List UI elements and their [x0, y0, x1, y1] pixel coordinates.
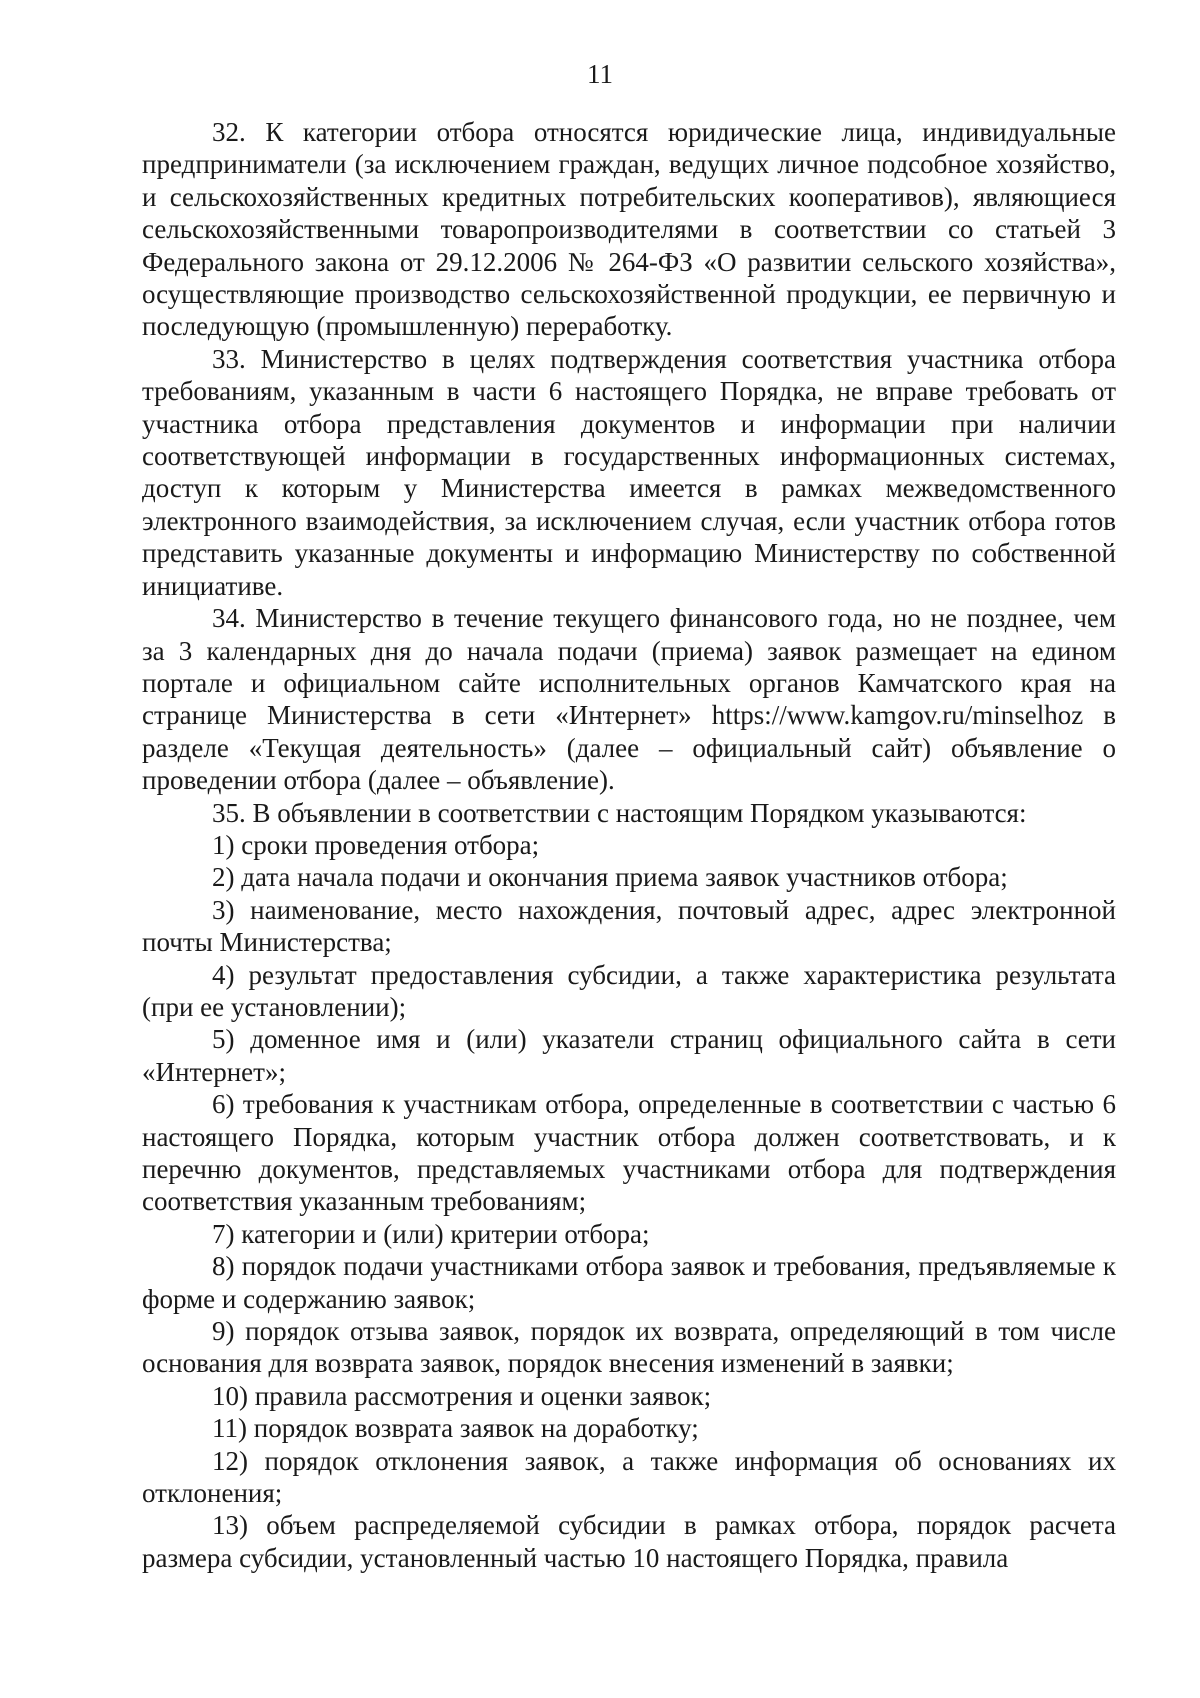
paragraph-35: 35. В объявлении в соответствии с настоящим Порядком указываются:	[212, 797, 1027, 828]
document-body	[142, 116, 1116, 1574]
list-item-9: 9) порядок отзыва заявок, порядок их возврата, определяющий в том числе основания для возврата заявок, порядок внесения изменений в заявки;	[142, 1316, 1116, 1379]
list-item-11: 11) порядок возврата заявок на доработку;	[212, 1413, 699, 1444]
list-item-5: 5) доменное имя и (или) указатели страниц официального сайта в сети «Интернет»;	[142, 1024, 1116, 1087]
list-item-1: 1) сроки проведения отбора;	[212, 829, 540, 860]
list-item-8: 8) порядок подачи участниками отбора заявок и требования, предъявляемые к форме и содержанию заявок;	[142, 1251, 1116, 1314]
list-item-3: 3) наименование, место нахождения, почтовый адрес, адрес электронной почты Министерства;	[142, 894, 1116, 958]
list-item-7: 7) категории и (или) критерии отбора;	[212, 1218, 650, 1249]
page-number: 11	[587, 59, 613, 89]
list-item-13: 13) объем распределяемой субсидии в рамках отбора, порядок расчета размера субсидии, установленный частью 10 настоящего Порядка, правила	[142, 1510, 1116, 1573]
paragraph-32: 32. К категории отбора относятся юридические лица, индивидуальные предприниматели (за исключением граждан, ведущих личное подсобное хозяйство, и сельскохозяйственных кредитных потребительских кооперативов), являющиеся сельскохозяйственными товаропроизводителями в соответствии со статьей 3 Федерального закона от 29.12.2006 № 264-ФЗ «О развитии сельского хозяйства», осуществляющие производство сельскохозяйственной продукции, ее первичную и последующую (промышленную) переработку.	[142, 117, 1116, 342]
list-item-10: 10) правила рассмотрения и оценки заявок;	[212, 1380, 712, 1411]
list-item-2: 2) дата начала подачи и окончания приема заявок участников отбора;	[212, 862, 1008, 893]
list-item-12: 12) порядок отклонения заявок, а также информация об основаниях их отклонения;	[142, 1445, 1116, 1509]
list-item-6: 6) требования к участникам отбора, определенные в соответствии с частью 6 настоящего Порядка, которым участник отбора должен соответствовать, и к перечню документов, представляемых участниками отбора для подтверждения соответствия указанным требованиям;	[142, 1089, 1116, 1217]
paragraph-34: 34. Министерство в течение текущего финансового года, но не позднее, чем за 3 календарных дня до начала подачи (приема) заявок размещает на едином портале и официальном сайте исполнительных органов Камчатского края на странице Министерства в сети «Интернет» https://www.kamgov.ru/minselhoz в разделе «Текущая деятельность» (далее – официальный сайт) объявление о проведении отбора (далее – объявление).	[142, 603, 1116, 796]
paragraph-33: 33. Министерство в целях подтверждения соответствия участника отбора требованиям, указанным в части 6 настоящего Порядка, не вправе требовать от участника отбора представления документов и информации при наличии соответствующей информации в государственных информационных системах, доступ к которым у Министерства имеется в рамках межведомственного электронного взаимодействия, за исключением случая, если участник отбора готов представить указанные документы и информацию Министерству по собственной инициативе.	[142, 343, 1116, 601]
list-item-4: 4) результат предоставления субсидии, а также характеристика результата (при ее установлении);	[142, 959, 1116, 1022]
